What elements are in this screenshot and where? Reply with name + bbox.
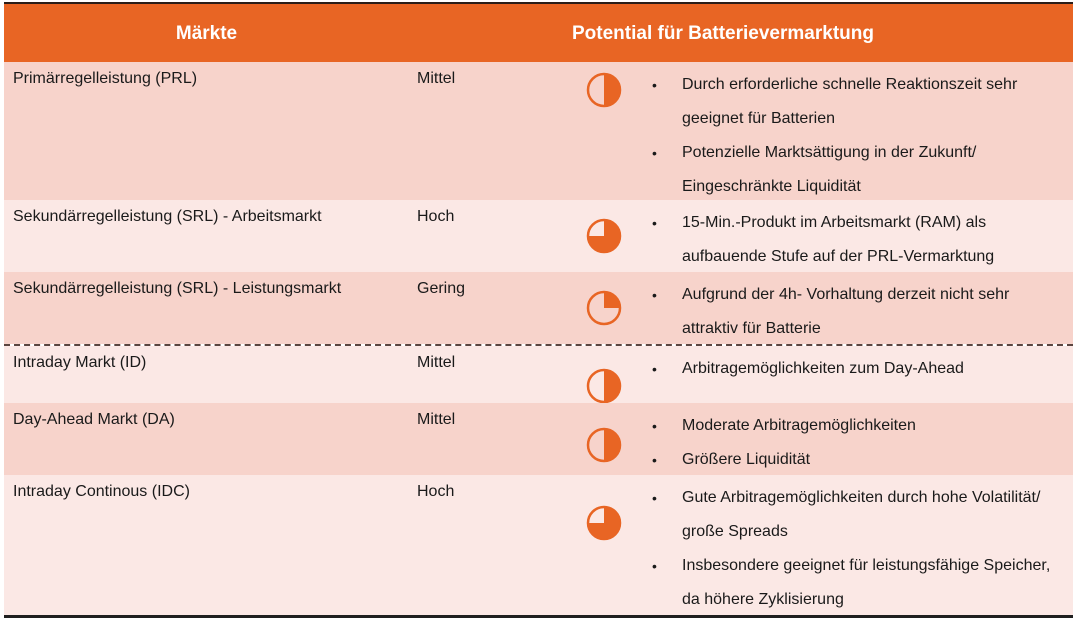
potential-level: Mittel	[417, 354, 456, 371]
market-name: Sekundärregelleistung (SRL) - Leistungsmarkt	[13, 280, 342, 297]
potential-level: Hoch	[417, 483, 455, 500]
potential-level: Gering	[417, 280, 466, 297]
half-pie-icon	[586, 72, 622, 108]
market-comparison-table	[4, 2, 1073, 618]
table-row	[4, 346, 1073, 403]
table-row	[4, 475, 1073, 615]
bullet-list	[644, 352, 1069, 386]
half-pie-icon	[586, 368, 622, 404]
bullet-item: • Moderate Arbitragemöglichkeiten	[644, 409, 1069, 443]
quarter-pie-icon	[586, 290, 622, 326]
potential-level: Hoch	[417, 208, 455, 225]
bullet-item: • Gute Arbitragemöglichkeiten durch hohe Volatilität/ große Spreads	[644, 481, 1069, 549]
three-quarter-pie-icon	[586, 505, 622, 541]
table-row	[4, 62, 1073, 200]
three-quarter-pie-icon	[586, 218, 622, 254]
table-row	[4, 403, 1073, 475]
bullet-list	[644, 481, 1069, 617]
market-name: Intraday Markt (ID)	[13, 354, 147, 371]
bullet-item: • Arbitragemöglichkeiten zum Day-Ahead	[644, 352, 1069, 386]
market-name: Day-Ahead Markt (DA)	[13, 411, 175, 428]
header-markets: Märkte	[175, 23, 238, 44]
header-potential: Potential für Batterievermarktung	[572, 23, 874, 44]
bullet-item: • Größere Liquidität	[644, 443, 1069, 477]
bullet-list	[644, 409, 1069, 477]
bullet-list	[644, 278, 1069, 346]
bullet-item: • 15-Min.-Produkt im Arbeitsmarkt (RAM) als aufbauende Stufe auf der PRL-Vermarktung	[644, 206, 1069, 274]
table-row	[4, 272, 1073, 344]
market-name: Primärregelleistung (PRL)	[13, 70, 198, 87]
table-header	[4, 4, 1073, 62]
bullet-item: • Durch erforderliche schnelle Reaktionszeit sehr geeignet für Batterien	[644, 68, 1069, 136]
market-name: Intraday Continous (IDC)	[13, 483, 190, 500]
potential-level: Mittel	[417, 411, 456, 428]
bullet-item: • Potenzielle Marktsättigung in der Zukunft/ Eingeschränkte Liquidität	[644, 136, 1069, 204]
bullet-list	[644, 68, 1069, 204]
table-row	[4, 200, 1073, 272]
bullet-list	[644, 206, 1069, 274]
potential-level: Mittel	[417, 70, 456, 87]
half-pie-icon	[586, 427, 622, 463]
market-name: Sekundärregelleistung (SRL) - Arbeitsmarkt	[13, 208, 322, 225]
bullet-item: • Insbesondere geeignet für leistungsfähige Speicher, da höhere Zyklisierung	[644, 549, 1069, 617]
bullet-item: • Aufgrund der 4h- Vorhaltung derzeit nicht sehr attraktiv für Batterie	[644, 278, 1069, 346]
